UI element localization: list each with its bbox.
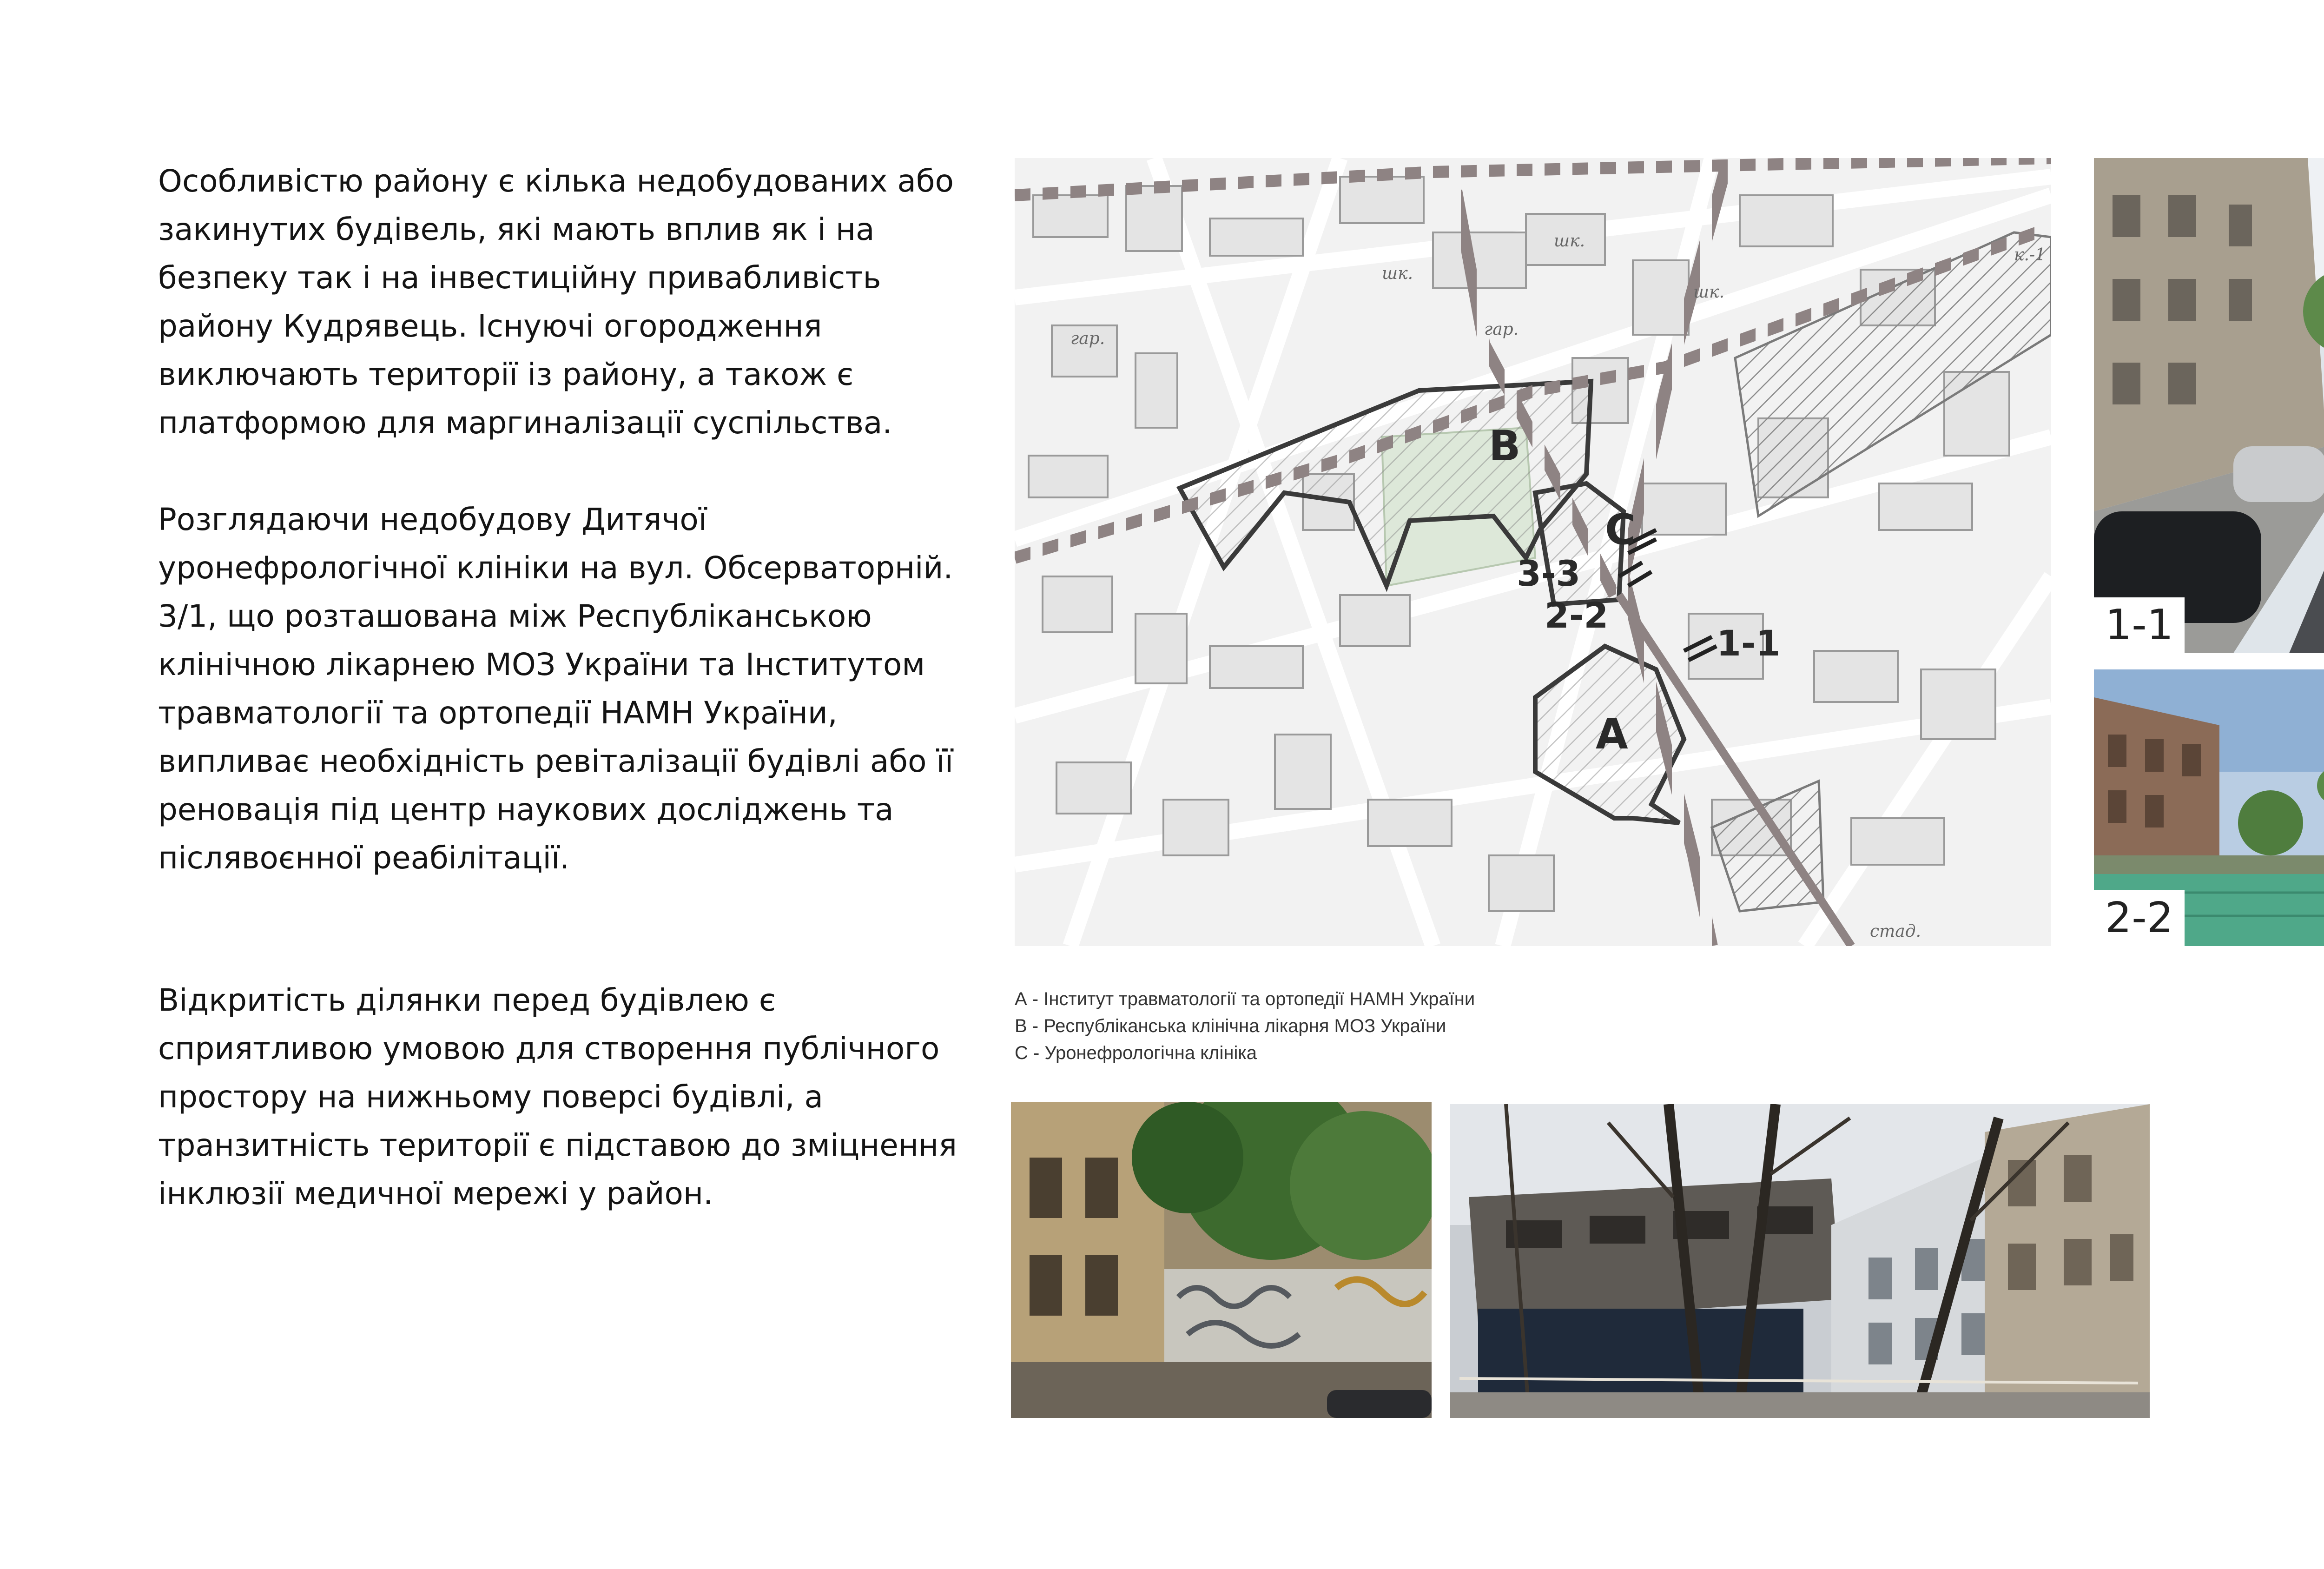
photo-unfinished-building [1450,1104,2150,1418]
legend-item-b: В - Республіканська клінічна лікарня МОЗ України [1015,1016,1446,1036]
zone-b-label: B [1489,422,1521,470]
section-2-2-tag: 2-2 [2094,890,2185,946]
school-label: шк. [1554,232,1585,251]
photo-section-2-2 [2094,669,2324,946]
zone-a-label: A [1596,710,1628,759]
garage-label: гар. [1484,320,1519,339]
intro-paragraph: Особливістю району є кілька недобудованих або закинутих будівель, які мають вплив як і на безпеку так і на інвестиційну привабливість району Кудрявець. Існуючі огородження виключають території із району, а також є платформою для маргиналізації суспільства. [158,163,954,441]
photo-graffiti-wall [1011,1102,1432,1418]
section-1-1-tag: 1-1 [2094,597,2185,653]
zone-c-label: C [1605,505,1636,554]
section-2-2-label: 2-2 [1545,595,1609,636]
site-map [1015,158,2051,946]
school-label: шк. [1693,283,1725,302]
section-3-3-label: 3-3 [1517,553,1581,594]
conclusion-paragraph: Відкритість ділянки перед будівлею є сприятливою умовою для створення публічного простору на нижньому поверсі будівлі, а транзитність території є підставою до зміцнення інклюзії медичної мережі у район. [158,982,957,1212]
school-label: шк. [1382,264,1413,283]
legend-item-c: С - Уронефрологічна клініка [1015,1043,1257,1063]
analysis-paragraph: Розглядаючи недобудову Дитячої уронефрологічної клініки на вул. Обсерваторній. 3/1, що розташована між Республіканською клінічною лікарнею МОЗ України та Інститутом травматології та ортопедії НАМН України, випливає необхідність ревіталізації будівлі або її реновація під центр наукових досліджень та післявоєнної реабілітації. [158,502,954,876]
photo-section-1-1 [2094,158,2324,653]
garage-label: гар. [1070,329,1105,348]
map-place-label: к.-1 [2014,245,2046,265]
stadium-label: стад. [1870,922,1921,941]
map-legend [1015,986,1475,1066]
section-1-1-label: 1-1 [1717,622,1781,664]
legend-item-a: А - Інститут травматології та ортопедії НАМН України [1015,989,1475,1009]
